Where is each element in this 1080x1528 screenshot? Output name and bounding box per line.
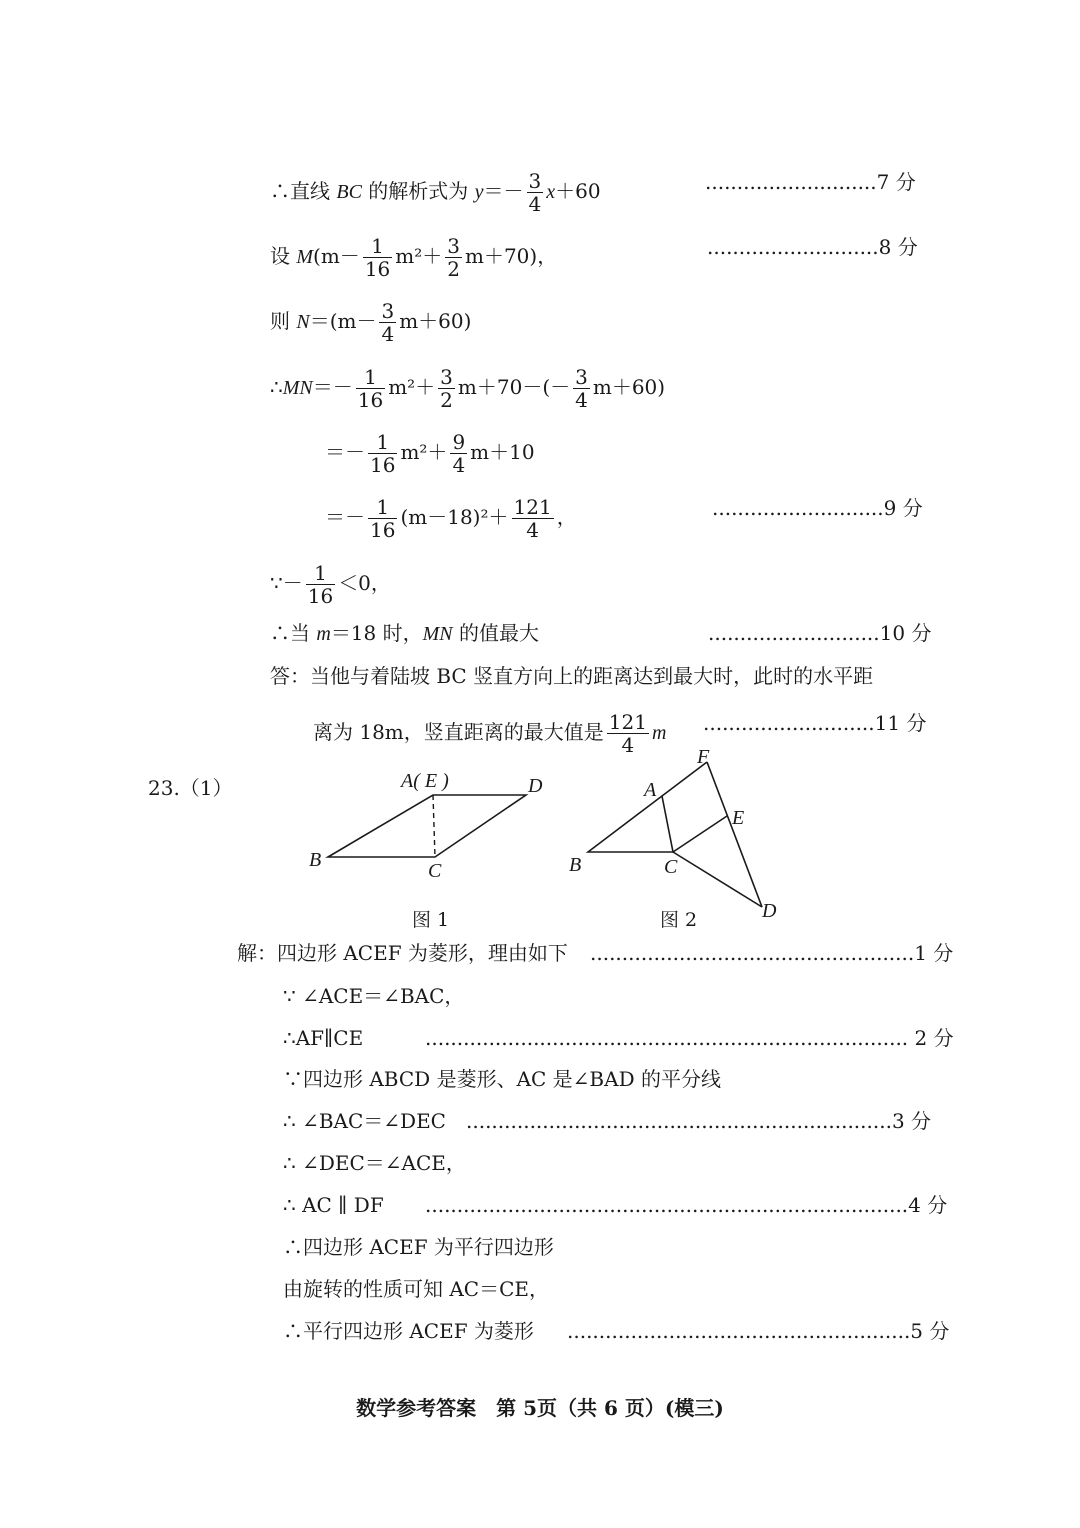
text: ＜0， <box>338 571 391 595</box>
denominator: 16 <box>370 518 396 542</box>
score-11: ...........................11 分 <box>703 711 927 735</box>
numerator: 1 <box>368 496 397 519</box>
sol23-score-5: ......................................................5 分 <box>567 1319 950 1343</box>
solution-line-3 <box>270 300 471 345</box>
figure-2-segment-fd <box>707 762 762 907</box>
score-10: ...........................10 分 <box>708 621 932 645</box>
solution-line-5 <box>325 431 535 476</box>
text: m＋60) <box>592 375 666 399</box>
text: MN <box>422 623 453 645</box>
text: ＝(m－ <box>309 309 377 333</box>
fraction <box>363 235 392 280</box>
figure-1-diagonal-ac <box>433 795 435 857</box>
sol23-score-1: ...................................................1 分 <box>590 941 954 965</box>
text: m＋10 <box>470 440 535 464</box>
fraction <box>450 431 467 476</box>
figure-2-segment-cd <box>673 852 762 907</box>
numerator: 1 <box>368 431 397 454</box>
text: m <box>316 623 331 645</box>
fraction <box>368 431 397 476</box>
text: m²＋ <box>400 440 448 464</box>
fig1-label-c: C <box>428 860 442 882</box>
solution-line-8 <box>270 621 539 646</box>
text: ＝18 时， <box>330 621 423 645</box>
text: MN <box>282 377 313 399</box>
fig1-label-a: A( E ) <box>401 770 449 792</box>
text: m＋70)， <box>464 244 558 268</box>
text: ∵－ <box>270 571 303 595</box>
fig1-label-d: D <box>528 775 543 797</box>
text: 的解析式为 <box>361 179 475 203</box>
solution-line-6 <box>325 496 577 541</box>
text: ＝－ <box>483 179 524 203</box>
score-9: ...........................9 分 <box>712 496 923 520</box>
figure-2-segment-ce <box>673 816 727 852</box>
denominator: 16 <box>307 584 334 608</box>
text: BC <box>336 181 362 203</box>
fig2-label-f: F <box>697 746 710 768</box>
text: ＝－ <box>312 375 353 399</box>
sol23-line-2: ∵ ∠ACE＝∠BAC， <box>283 984 465 1008</box>
page-footer: 数学参考答案 第 5页（共 6 页）(模三) <box>356 1396 724 1420</box>
sol23-line-7: ∴ AC ∥ DF <box>283 1193 384 1217</box>
denominator: 16 <box>370 453 396 477</box>
numerator: 3 <box>528 169 542 193</box>
denominator: 4 <box>528 192 542 216</box>
denominator: 2 <box>447 257 460 281</box>
fraction <box>527 170 544 215</box>
fraction <box>573 366 590 411</box>
text: m＋70－(－ <box>457 375 571 399</box>
text: m²＋ <box>395 244 443 268</box>
sol23-line-8: ∴四边形 ACEF 为平行四边形 <box>283 1235 554 1259</box>
sol23-line-1: 解：四边形 ACEF 为菱形，理由如下 <box>237 941 568 965</box>
sol23-line-10: ∴平行四边形 ACEF 为菱形 <box>283 1319 534 1343</box>
text: ， <box>556 505 577 529</box>
solution-line-4 <box>270 366 665 411</box>
text: m²＋ <box>388 375 436 399</box>
denominator: 4 <box>526 518 539 542</box>
fraction <box>368 496 397 541</box>
text: ∴当 <box>270 621 317 645</box>
question-23-label: 23.（1） <box>148 776 233 800</box>
text: (m－ <box>313 244 360 268</box>
fraction <box>438 366 455 411</box>
numerator: 9 <box>452 430 466 454</box>
solution-line-2 <box>270 235 557 280</box>
numerator: 1 <box>306 562 335 585</box>
text: ＋60 <box>555 179 601 203</box>
sol23-line-4: ∵四边形 ABCD 是菱形、AC 是∠BAD 的平分线 <box>283 1067 721 1091</box>
fraction <box>356 366 385 411</box>
sol23-score-4: ............................................................................4 分 <box>425 1193 948 1217</box>
numerator: 121 <box>608 710 647 734</box>
numerator: 1 <box>363 235 392 258</box>
denominator: 4 <box>452 453 466 477</box>
denominator: 2 <box>440 388 453 412</box>
numerator: 121 <box>513 495 552 519</box>
denominator: 4 <box>621 733 635 757</box>
text: 离为 18m，竖直距离的最大值是 <box>313 720 604 744</box>
text: m <box>651 722 667 744</box>
text: ∴ <box>270 375 283 399</box>
text: ＝－ <box>325 440 365 464</box>
sol23-line-3: ∴AF∥CE <box>283 1026 364 1050</box>
sol23-score-3: ...................................................................3 分 <box>466 1109 932 1133</box>
text: ∴直线 <box>270 179 337 203</box>
fraction <box>306 562 335 607</box>
sol23-line-5: ∴ ∠BAC＝∠DEC <box>283 1109 446 1133</box>
figure-2-caption: 图 2 <box>660 909 698 931</box>
score-7: ...........................7 分 <box>705 170 916 194</box>
numerator: 3 <box>575 365 588 389</box>
score-8: ...........................8 分 <box>707 235 918 259</box>
numerator: 1 <box>356 366 385 389</box>
text: y <box>474 181 484 203</box>
sol23-line-9: 由旋转的性质可知 AC＝CE， <box>283 1277 550 1301</box>
fraction <box>445 235 462 280</box>
fig2-label-c: C <box>664 856 678 878</box>
fig2-label-e: E <box>732 807 745 829</box>
sol23-score-2: ............................................................................ 2 分 <box>425 1026 954 1050</box>
fig2-label-d: D <box>762 900 777 922</box>
answer-line-1: 答：当他与着陆坡 BC 竖直方向上的距离达到最大时，此时的水平距 <box>270 664 874 688</box>
solution-line-1 <box>270 170 601 215</box>
text: (m－18)²＋ <box>400 505 509 529</box>
text: 则 <box>270 309 297 333</box>
text: x <box>546 181 556 203</box>
text: 的值最大 <box>452 621 539 645</box>
fig2-label-a: A <box>644 779 657 801</box>
text: 设 <box>270 244 297 268</box>
text: N <box>296 311 310 333</box>
numerator: 3 <box>447 234 460 258</box>
fraction <box>512 496 554 541</box>
text: m＋60) <box>399 309 472 333</box>
fig2-label-b: B <box>569 854 582 876</box>
numerator: 3 <box>381 299 395 323</box>
denominator: 4 <box>575 388 588 412</box>
denominator: 16 <box>357 388 384 412</box>
numerator: 3 <box>440 365 453 389</box>
sol23-line-6: ∴ ∠DEC＝∠ACE， <box>283 1151 466 1175</box>
fraction <box>379 300 396 345</box>
figures <box>300 740 800 940</box>
figure-2-triangle-abc <box>588 796 673 852</box>
denominator: 16 <box>364 257 391 281</box>
fig1-label-b: B <box>309 849 322 871</box>
figure-1-caption: 图 1 <box>412 909 450 931</box>
text: M <box>296 246 314 268</box>
denominator: 4 <box>381 322 395 346</box>
solution-line-7 <box>270 562 391 607</box>
text: ＝－ <box>325 505 365 529</box>
figure-1-rhombus <box>328 795 526 857</box>
